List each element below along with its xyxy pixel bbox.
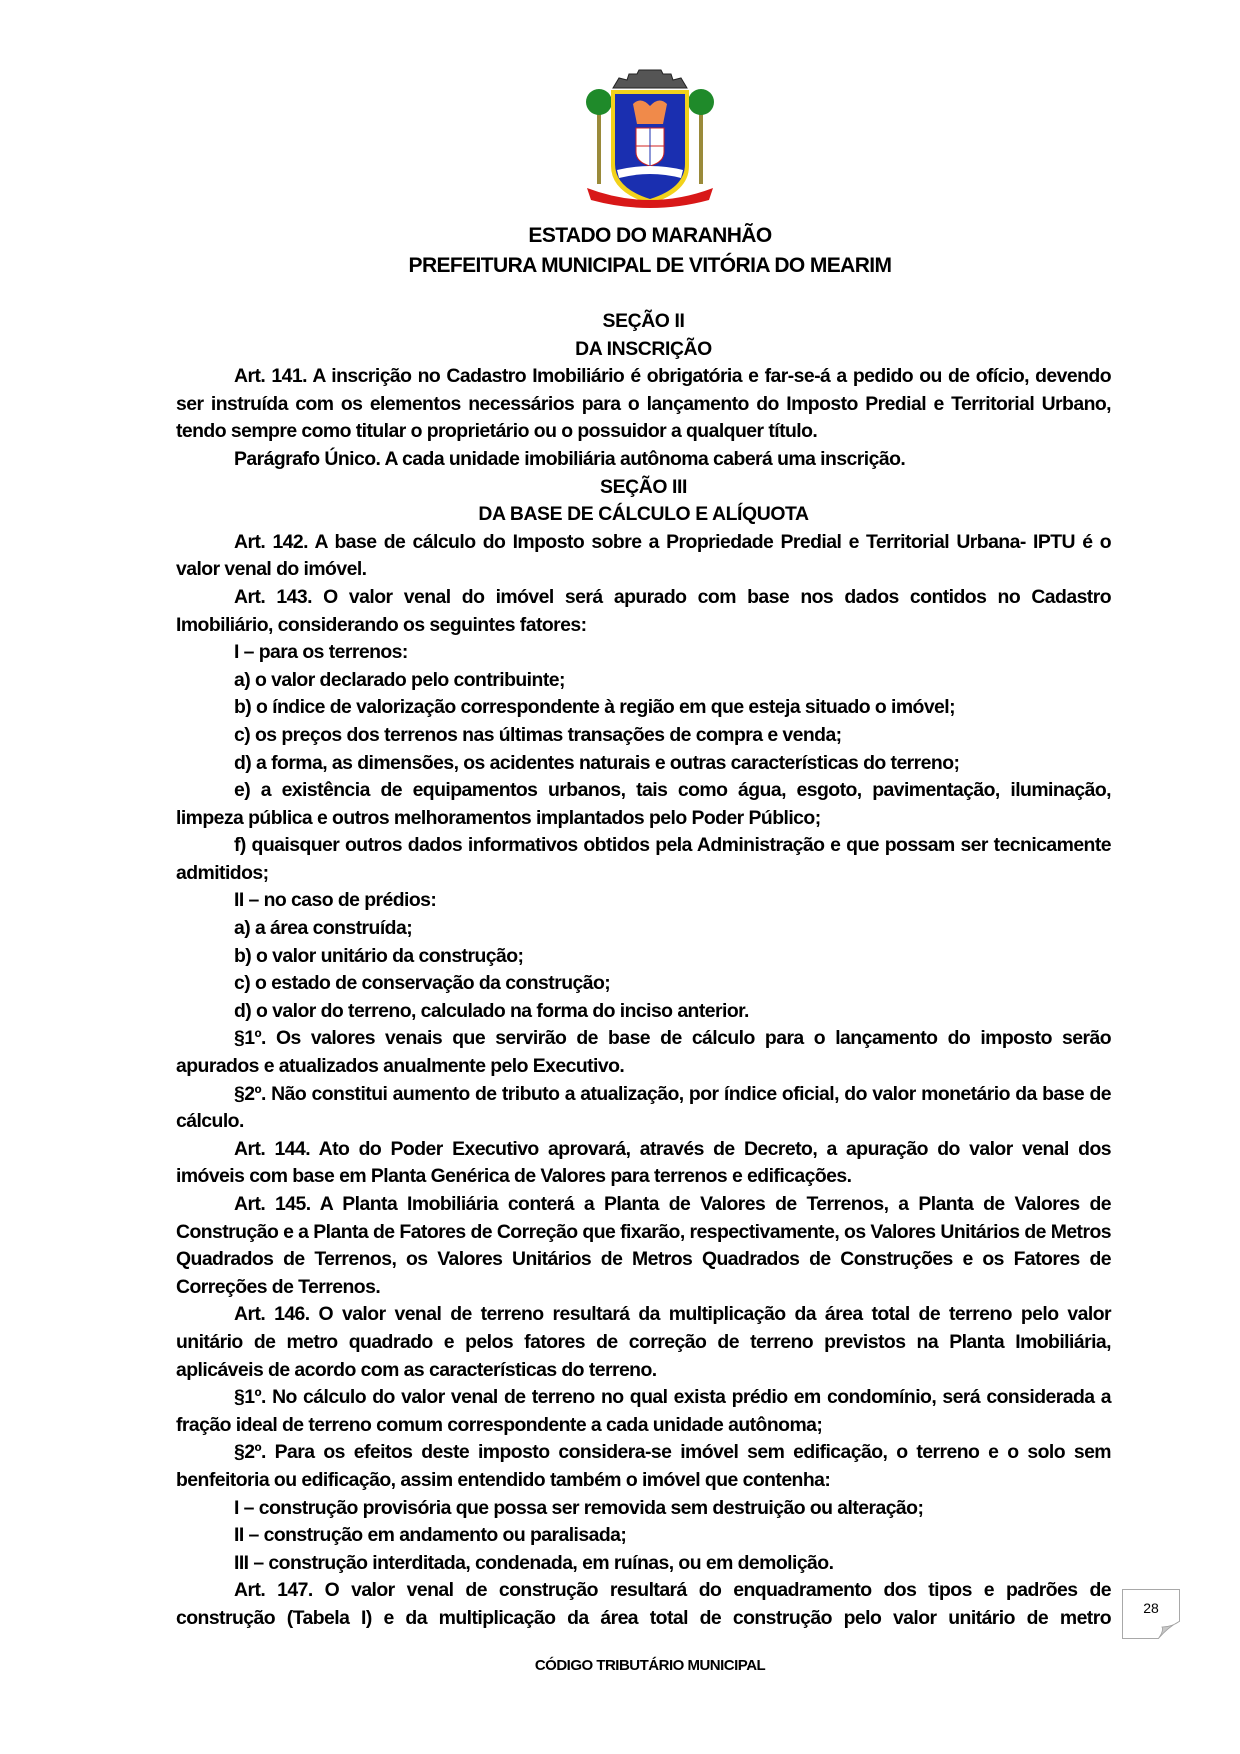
article-141-sole-paragraph: Parágrafo Único. A cada unidade imobiliária autônoma caberá uma inscrição. — [234, 447, 906, 470]
article-145: Art. 145. A Planta Imobiliária conterá a Planta de Valores de Terrenos, a Planta de Valores de Construção e a Planta de Fatores de Correção que fixarão, respectivamente, os Valores Unitários de Metros Quadrados de Terrenos, os Valores Unitários de Metros Quadrados de Construções e os Fatores de Correções de Terrenos. — [176, 1193, 1111, 1298]
article-143-item-ii-c: c) o estado de conservação da construção; — [234, 972, 611, 995]
header-prefecture: PREFEITURA MUNICIPAL DE VITÓRIA DO MEARIM — [408, 254, 892, 277]
section-title: SEÇÃO III — [600, 475, 687, 498]
article-146: Art. 146. O valor venal de terreno resultará da multiplicação da área total de terreno pelo valor unitário de metro quadrado e pelos fatores de correção de terreno previstos na Planta Imobiliária, aplicáveis de acordo com as características do terreno. — [176, 1303, 1111, 1381]
article-143-item-i-d: d) a forma, as dimensões, os acidentes naturais e outras características do terreno; — [234, 751, 960, 774]
article-146-paragraph-1: §1º. No cálculo do valor venal de terreno no qual exista prédio em condomínio, será considerada a fração ideal de terreno comum correspondente a cada unidade autônoma; — [176, 1386, 1111, 1436]
article-143-item-ii-a: a) a área construída; — [234, 917, 413, 940]
article-146-paragraph-2: §2º. Para os efeitos deste imposto considera-se imóvel sem edificação, o terreno e o solo sem benfeitoria ou edificação, assim entendido também o imóvel que contenha: — [176, 1441, 1111, 1491]
article-142: Art. 142. A base de cálculo do Imposto sobre a Propriedade Predial e Territorial Urbana- IPTU é o valor venal do imóvel. — [176, 530, 1111, 581]
document-footer: CÓDIGO TRIBUTÁRIO MUNICIPAL — [534, 1657, 766, 1674]
page-curl-icon — [1158, 1621, 1180, 1639]
article-143-paragraph-1: §1º. Os valores venais que servirão de base de cálculo para o lançamento do imposto serão apurados e atualizados anualmente pelo Executivo. — [176, 1027, 1111, 1078]
article-144: Art. 144. Ato do Poder Executivo aprovará, através de Decreto, a apuração do valor venal dos imóveis com base em Planta Genérica de Valores para terrenos e edificações. — [176, 1137, 1111, 1188]
article-141: Art. 141. A inscrição no Cadastro Imobiliário é obrigatória e far-se-á a pedido ou de ofício, devendo ser instruída com os elementos necessários para o lançamento do Imposto Predial e Territorial Urbano, tendo sempre como titular o proprietário ou o possuidor a qualquer título. — [176, 365, 1111, 443]
page-number-box — [1122, 1589, 1180, 1639]
article-143-item-i-f: f) quaisquer outros dados informativos obtidos pela Administração e que possam ser tecnicamente admitidos; — [176, 834, 1111, 884]
municipal-crest-icon — [583, 66, 717, 208]
header-state: ESTADO DO MARANHÃO — [528, 224, 772, 247]
section-subtitle: DA BASE DE CÁLCULO E ALÍQUOTA — [478, 503, 809, 526]
article-143-item-ii: II – no caso de prédios: — [234, 889, 437, 912]
article-143-paragraph-2: §2º. Não constitui aumento de tributo a atualização, por índice oficial, do valor monetário da base de cálculo. — [176, 1082, 1111, 1133]
article-143-item-ii-b: b) o valor unitário da construção; — [234, 944, 524, 967]
section-subtitle: DA INSCRIÇÃO — [575, 337, 712, 360]
article-143-item-i-c: c) os preços dos terrenos nas últimas transações de compra e venda; — [234, 723, 842, 746]
article-147: Art. 147. O valor venal de construção resultará do enquadramento dos tipos e padrões de construção (Tabela I) e da multiplicação da área total de construção pelo valor unitário de metro — [176, 1579, 1111, 1629]
article-146-item-i: I – construção provisória que possa ser removida sem destruição ou alteração; — [234, 1496, 924, 1519]
article-146-item-iii: III – construção interditada, condenada, em ruínas, ou em demolição. — [234, 1551, 834, 1574]
article-143-item-i: I – para os terrenos: — [234, 641, 408, 664]
article-143-item-ii-d: d) o valor do terreno, calculado na forma do inciso anterior. — [234, 999, 749, 1022]
article-143-item-i-b: b) o índice de valorização correspondente à região em que esteja situado o imóvel; — [234, 696, 956, 719]
document-body — [176, 308, 1111, 1633]
article-143: Art. 143. O valor venal do imóvel será apurado com base nos dados contidos no Cadastro Imobiliário, considerando os seguintes fatores: — [176, 585, 1111, 636]
article-143-item-i-a: a) o valor declarado pelo contribuinte; — [234, 668, 565, 691]
article-146-item-ii: II – construção em andamento ou paralisada; — [234, 1524, 627, 1547]
article-143-item-i-e: e) a existência de equipamentos urbanos, tais como água, esgoto, pavimentação, iluminação, limpeza pública e outros melhoramentos implantados pelo Poder Público; — [176, 779, 1111, 829]
section-title: SEÇÃO II — [602, 310, 685, 332]
page-number: 28 — [1143, 1600, 1159, 1616]
